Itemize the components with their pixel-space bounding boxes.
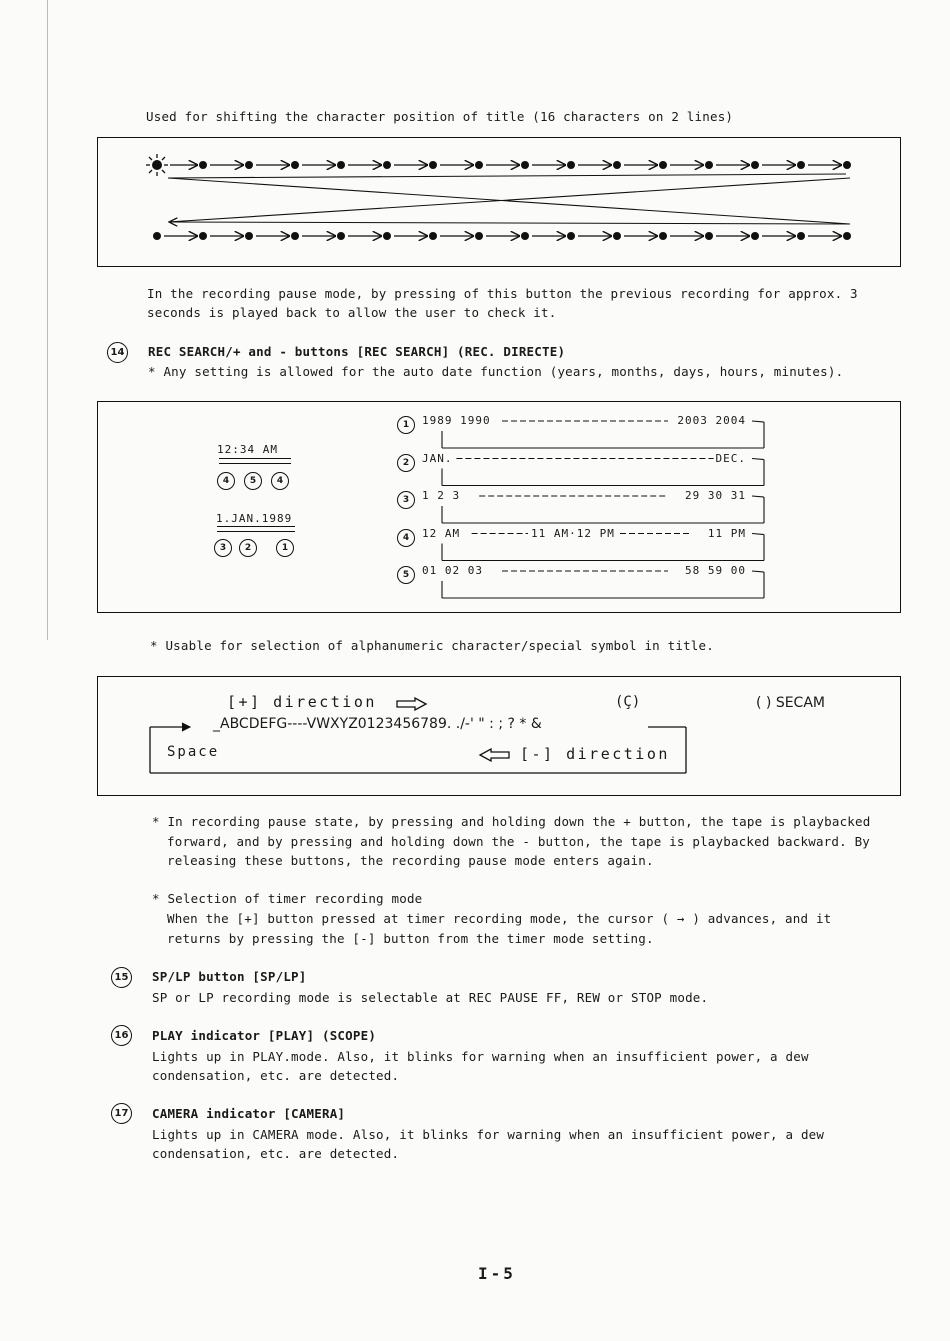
section-16-number: 16 (111, 1025, 132, 1046)
date-row-end: 2003 2004 (677, 414, 746, 427)
section-17-number: 17 (111, 1103, 132, 1124)
date-row-start: 01 02 03 (422, 564, 483, 577)
date-row-end: 58 59 00 (685, 564, 746, 577)
section-16-body-2: condensation, etc. are detected. (152, 1068, 400, 1083)
pause-bullet-3: releasing these buttons, the recording pause mode enters again. (167, 853, 654, 868)
pause-bullet-1: * In recording pause state, by pressing and holding down the + button, the tape is playbacked (152, 814, 871, 829)
section-15-number: 15 (111, 967, 132, 988)
time-circle-minute: 5 (244, 472, 262, 490)
timer-bullet-3: returns by pressing the [-] button from the timer mode setting. (167, 931, 654, 946)
date-cycle-lines (0, 0, 950, 640)
timer-bullet-1: * Selection of timer recording mode (152, 891, 423, 906)
cycle-line (752, 534, 764, 535)
cycle-line (752, 571, 764, 572)
time-circle-hour: 4 (217, 472, 235, 490)
cycle-line (752, 421, 764, 422)
review-text-1: In the recording pause mode, by pressing of this button the previous recording for approx. 3 (147, 286, 858, 301)
section-17-title: CAMERA indicator [CAMERA] (152, 1106, 346, 1121)
section-16-title: PLAY indicator [PLAY] (SCOPE) (152, 1028, 377, 1043)
secam-label: ( ) SECAM (756, 695, 825, 711)
date-circle-month: 2 (239, 539, 257, 557)
cycle-line (752, 459, 764, 460)
date-row-number: 3 (397, 491, 415, 509)
intro-line: Used for shifting the character position of title (16 characters on 2 lines) (146, 109, 734, 124)
page-number: I-5 (478, 1264, 516, 1283)
section-14-title: REC SEARCH/+ and - buttons [REC SEARCH] (REC. DIRECTE) (148, 344, 566, 359)
date-row-end: DEC. (715, 451, 746, 465)
c-cedilla-symbol: (Ç) (615, 694, 641, 710)
date-row-start: 1 2 3 (422, 489, 461, 502)
cycle-line (752, 496, 764, 497)
review-text-2: seconds is played back to allow the user to check it. (147, 305, 557, 320)
date-row-number: 2 (397, 454, 415, 472)
section-14-number: 14 (107, 342, 128, 363)
date-row-number: 1 (397, 416, 415, 434)
date-row-end: 11 PM (707, 526, 746, 540)
date-circle-year: 1 (276, 539, 294, 557)
section-14-bullet: * Any setting is allowed for the auto date function (years, months, days, hours, minutes). (148, 364, 844, 379)
date-row-start: 12 AM (422, 526, 461, 540)
section-17-body-1: Lights up in CAMERA mode. Also, it blinks for warning when an insufficient power, a dew (152, 1127, 825, 1142)
date-row-number: 5 (397, 566, 415, 584)
date-row-middle: 11 AM·12 PM (531, 526, 615, 540)
timer-bullet-2: When the [+] button pressed at timer recording mode, the cursor ( → ) advances, and it (167, 911, 832, 926)
space-label: Space (167, 744, 220, 760)
time-circle-ampm: 4 (271, 472, 289, 490)
minus-direction-label: [-] direction (520, 745, 670, 763)
date-display: 1.JAN.1989 (216, 512, 293, 525)
plus-direction-label: [+] direction (227, 693, 377, 711)
alnum-bullet: * Usable for selection of alphanumeric character/special symbol in title. (150, 638, 714, 653)
date-circle-day: 3 (214, 539, 232, 557)
date-row-start: 1989 1990 (422, 414, 491, 427)
pause-bullet-2: forward, and by pressing and holding down the - button, the tape is playbacked backward. By (167, 834, 871, 849)
section-17-body-2: condensation, etc. are detected. (152, 1146, 400, 1161)
section-15-body: SP or LP recording mode is selectable at REC PAUSE FF, REW or STOP mode. (152, 990, 709, 1005)
right-arrow-icon (396, 697, 428, 711)
section-15-title: SP/LP button [SP/LP] (152, 969, 307, 984)
time-display: 12:34 AM (217, 443, 278, 456)
charset-row: _ABCDEFG----VWXYZ0123456789. ./-' " : ; ? * & (213, 716, 542, 732)
left-arrow-icon (478, 748, 510, 762)
section-16-body-1: Lights up in PLAY.mode. Also, it blinks for warning when an insufficient power, a dew (152, 1049, 809, 1064)
date-row-start: JAN. (422, 451, 453, 465)
date-row-end: 29 30 31 (685, 489, 746, 502)
date-row-number: 4 (397, 529, 415, 547)
